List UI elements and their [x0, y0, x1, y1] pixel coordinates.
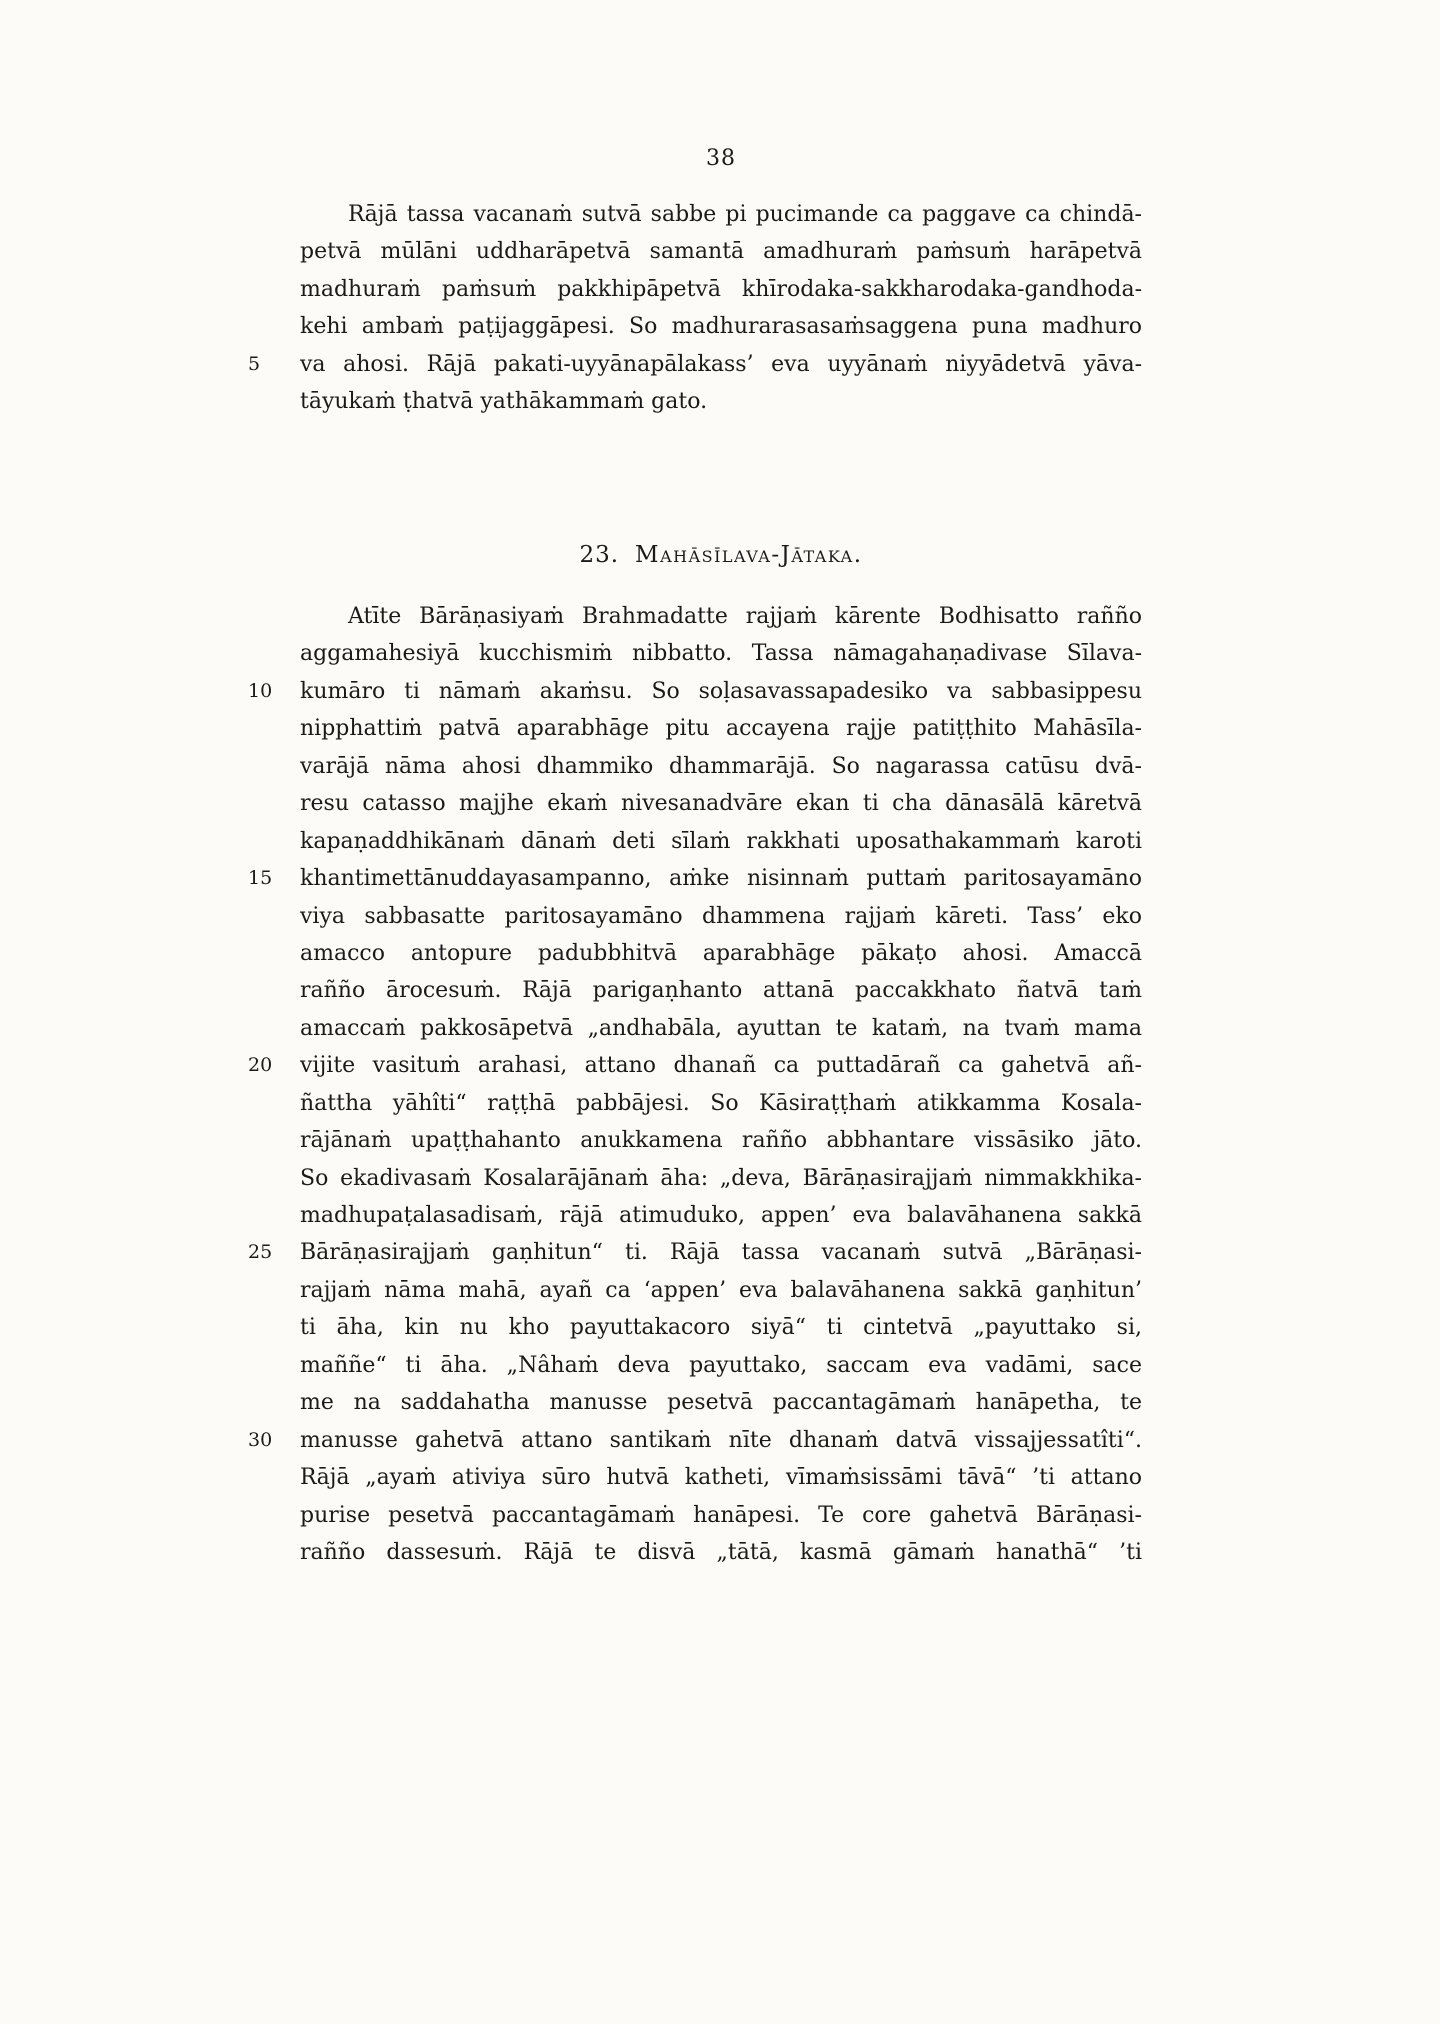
text-line: amaccaṁ pakkosāpetvā „andhabāla, ayuttan te kataṁ, na tvaṁ mama	[300, 1015, 1142, 1041]
text-line: 30 manusse gahetvā attano santikaṁ nīte dhanaṁ datvā vissajjessatîti“.	[300, 1422, 1142, 1459]
text-line: varājā nāma ahosi dhammiko dhammarājā. So nagarassa catūsu dvā-	[300, 753, 1142, 779]
text-line: 10 kumāro ti nāmaṁ akaṁsu. So soḷasavassapadesiko va sabbasippesu	[300, 673, 1142, 710]
text-line: 20 vijite vasituṁ arahasi, attano dhanañ ca puttadārañ ca gahetvā añ-	[300, 1047, 1142, 1084]
section-heading	[300, 540, 1142, 570]
text-line: rājānaṁ upaṭṭhahanto anukkamena rañño abbhantare vissāsiko jāto.	[300, 1128, 1142, 1154]
paragraph-1	[248, 196, 1142, 421]
text-line: Atīte Bārāṇasiyaṁ Brahmadatte rajjaṁ kārente Bodhisatto rañño	[348, 604, 1142, 629]
paragraph-2	[248, 598, 1142, 1571]
page-number: 38	[706, 146, 736, 171]
margin-line-number: 20	[248, 1054, 273, 1077]
section-number: 23.	[579, 542, 620, 568]
text-line: ñattha yāhîti“ raṭṭhā pabbājesi. So Kāsiraṭṭhaṁ atikkamma Kosala-	[300, 1090, 1142, 1116]
text-line: 15 khantimettānuddayasampanno, aṁke nisinnaṁ puttaṁ paritosayamāno	[300, 860, 1142, 897]
text-line: me na saddahatha manusse pesetvā paccantagāmaṁ hanāpetha, te	[300, 1390, 1142, 1416]
text-line: purise pesetvā paccantagāmaṁ hanāpesi. Te core gahetvā Bārāṇasi-	[300, 1502, 1142, 1528]
text-line: aggamahesiyā kucchismiṁ nibbatto. Tassa nāmagahaṇadivase Sīlava-	[300, 641, 1142, 667]
text-line: petvā mūlāni uddharāpetvā samantā amadhuraṁ paṁsuṁ harāpetvā	[300, 239, 1142, 265]
text-line: kapaṇaddhikānaṁ dānaṁ deti sīlaṁ rakkhati uposathakammaṁ karoti	[300, 828, 1142, 854]
margin-line-number: 15	[248, 867, 273, 890]
text-line: nipphattiṁ patvā aparabhāge pitu accayena rajje patiṭṭhito Mahāsīla-	[300, 716, 1142, 742]
margin-line-number: 25	[248, 1241, 273, 1264]
text-line: rañño ārocesuṁ. Rājā parigaṇhanto attanā paccakkhato ñatvā taṁ	[300, 978, 1142, 1004]
text-line: 25 Bārāṇasirajjaṁ gaṇhitun“ ti. Rājā tassa vacanaṁ sutvā „Bārāṇasi-	[300, 1234, 1142, 1271]
text-line: rajjaṁ nāma mahā, ayañ ca ‘appen’ eva balavāhanena sakkā gaṇhitun’	[300, 1277, 1142, 1303]
text-line: tāyukaṁ ṭhatvā yathākammaṁ gato.	[300, 389, 708, 415]
section-title: Mahāsīlava-Jātaka.	[635, 542, 863, 568]
text-line: Rājā „ayaṁ ativiya sūro hutvā katheti, vīmaṁsissāmi tāvā“ ’ti attano	[300, 1465, 1142, 1491]
text-line: viya sabbasatte paritosayamāno dhammena rajjaṁ kāreti. Tass’ eko	[300, 903, 1142, 929]
text-line: resu catasso majjhe ekaṁ nivesanadvāre ekan ti cha dānasālā kāretvā	[300, 791, 1142, 817]
margin-line-number: 10	[248, 679, 273, 702]
text-line: maññe“ ti āha. „Nâhaṁ deva payuttako, saccam eva vadāmi, sace	[300, 1352, 1142, 1378]
text-line: So ekadivasaṁ Kosalarājānaṁ āha: „deva, Bārāṇasirajjaṁ nimmakkhika-	[300, 1165, 1142, 1191]
text-line: madhuraṁ paṁsuṁ pakkhipāpetvā khīrodaka-sakkharodaka-gandhoda-	[300, 276, 1142, 302]
text-line: amacco antopure padubbhitvā aparabhāge pākaṭo ahosi. Amaccā	[300, 940, 1142, 966]
margin-line-number: 30	[248, 1428, 273, 1451]
text-line: kehi ambaṁ paṭijaggāpesi. So madhurarasasaṁsaggena puna madhuro	[300, 314, 1142, 340]
text-line: madhupaṭalasadisaṁ, rājā atimuduko, appen’ eva balavāhanena sakkā	[300, 1203, 1142, 1228]
text-line: ti āha, kin nu kho payuttakacoro siyā“ ti cintetvā „payuttako si,	[300, 1315, 1142, 1341]
text-line: 5 va ahosi. Rājā pakati-uyyānapālakass’ eva uyyānaṁ niyyādetvā yāva-	[300, 346, 1142, 383]
margin-line-number: 5	[248, 352, 261, 375]
text-line: Rājā tassa vacanaṁ sutvā sabbe pi pucimande ca paggave ca chindā-	[348, 202, 1142, 227]
text-line: rañño dassesuṁ. Rājā te disvā „tātā, kasmā gāmaṁ hanathā“ ’ti	[300, 1539, 1142, 1565]
